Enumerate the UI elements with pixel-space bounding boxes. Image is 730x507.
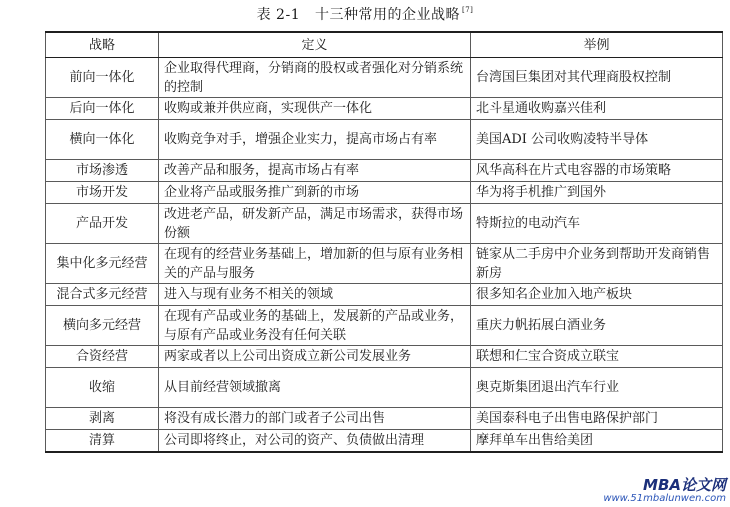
table-row <box>46 368 723 408</box>
caption-title: 十三种常用的企业战略 <box>314 7 460 23</box>
table-row <box>46 284 723 306</box>
definition-cell: 在现有产品或业务的基础上，发展新的产品或业务，与原有产品或业务没有任何关联 <box>159 306 471 346</box>
table-row <box>46 182 723 204</box>
definition-cell: 收购或兼并供应商，实现供产一体化 <box>159 98 471 120</box>
example-cell: 链家从二手房中介业务到帮助开发商销售新房 <box>471 244 723 284</box>
caption-label: 表 2-1 <box>256 7 301 23</box>
table-row <box>46 120 723 160</box>
table-row <box>46 346 723 368</box>
header-row <box>46 32 723 58</box>
example-cell: 重庆力帆拓展白酒业务 <box>471 306 723 346</box>
table-row <box>46 306 723 346</box>
strategy-cell: 横向多元经营 <box>46 306 159 346</box>
table-caption <box>0 4 730 24</box>
example-cell: 美国ADI 公司收购凌特半导体 <box>471 120 723 160</box>
strategy-cell: 市场渗透 <box>46 160 159 182</box>
header-strategy: 战略 <box>46 32 159 58</box>
strategy-cell: 集中化多元经营 <box>46 244 159 284</box>
strategy-cell: 产品开发 <box>46 204 159 244</box>
definition-cell: 收购竞争对手，增强企业实力，提高市场占有率 <box>159 120 471 160</box>
strategy-cell: 后向一体化 <box>46 98 159 120</box>
definition-cell: 在现有的经营业务基础上，增加新的但与原有业务相关的产品与服务 <box>159 244 471 284</box>
definition-cell: 企业将产品或服务推广到新的市场 <box>159 182 471 204</box>
strategy-cell: 剥离 <box>46 408 159 430</box>
strategy-cell: 收缩 <box>46 368 159 408</box>
example-cell: 台湾国巨集团对其代理商股权控制 <box>471 58 723 98</box>
table-row <box>46 430 723 453</box>
example-cell: 风华高科在片式电容器的市场策略 <box>471 160 723 182</box>
header-definition: 定义 <box>159 32 471 58</box>
example-cell: 联想和仁宝合资成立联宝 <box>471 346 723 368</box>
table-row <box>46 204 723 244</box>
definition-cell: 改善产品和服务，提高市场占有率 <box>159 160 471 182</box>
strategy-cell: 横向一体化 <box>46 120 159 160</box>
strategy-cell: 前向一体化 <box>46 58 159 98</box>
watermark-url: www.51mbalunwen.com <box>603 492 726 504</box>
strategy-cell: 合资经营 <box>46 346 159 368</box>
header-example: 举例 <box>471 32 723 58</box>
example-cell: 美国泰科电子出售电路保护部门 <box>471 408 723 430</box>
table-row <box>46 408 723 430</box>
table-row <box>46 160 723 182</box>
definition-cell: 企业取得代理商，分销商的股权或者强化对分销系统的控制 <box>159 58 471 98</box>
example-cell: 北斗星通收购嘉兴佳利 <box>471 98 723 120</box>
example-cell: 摩拜单车出售给美团 <box>471 430 723 453</box>
table-row <box>46 98 723 120</box>
definition-cell: 公司即将终止，对公司的资产、负债做出清理 <box>159 430 471 453</box>
example-cell: 很多知名企业加入地产板块 <box>471 284 723 306</box>
example-cell: 特斯拉的电动汽车 <box>471 204 723 244</box>
definition-cell: 进入与现有业务不相关的领域 <box>159 284 471 306</box>
example-cell: 奥克斯集团退出汽车行业 <box>471 368 723 408</box>
strategy-cell: 混合式多元经营 <box>46 284 159 306</box>
table-row <box>46 58 723 98</box>
example-cell: 华为将手机推广到国外 <box>471 182 723 204</box>
strategy-table <box>45 31 723 453</box>
strategy-cell: 市场开发 <box>46 182 159 204</box>
watermark-brand: MBA论文网 <box>643 475 726 494</box>
strategy-cell: 清算 <box>46 430 159 453</box>
definition-cell: 从目前经营领域撤离 <box>159 368 471 408</box>
site-watermark <box>603 475 726 504</box>
definition-cell: 改进老产品，研发新产品，满足市场需求，获得市场份额 <box>159 204 471 244</box>
definition-cell: 两家或者以上公司出资成立新公司发展业务 <box>159 346 471 368</box>
caption-reference: [7] <box>461 6 474 14</box>
definition-cell: 将没有成长潜力的部门或者子公司出售 <box>159 408 471 430</box>
table-row <box>46 244 723 284</box>
